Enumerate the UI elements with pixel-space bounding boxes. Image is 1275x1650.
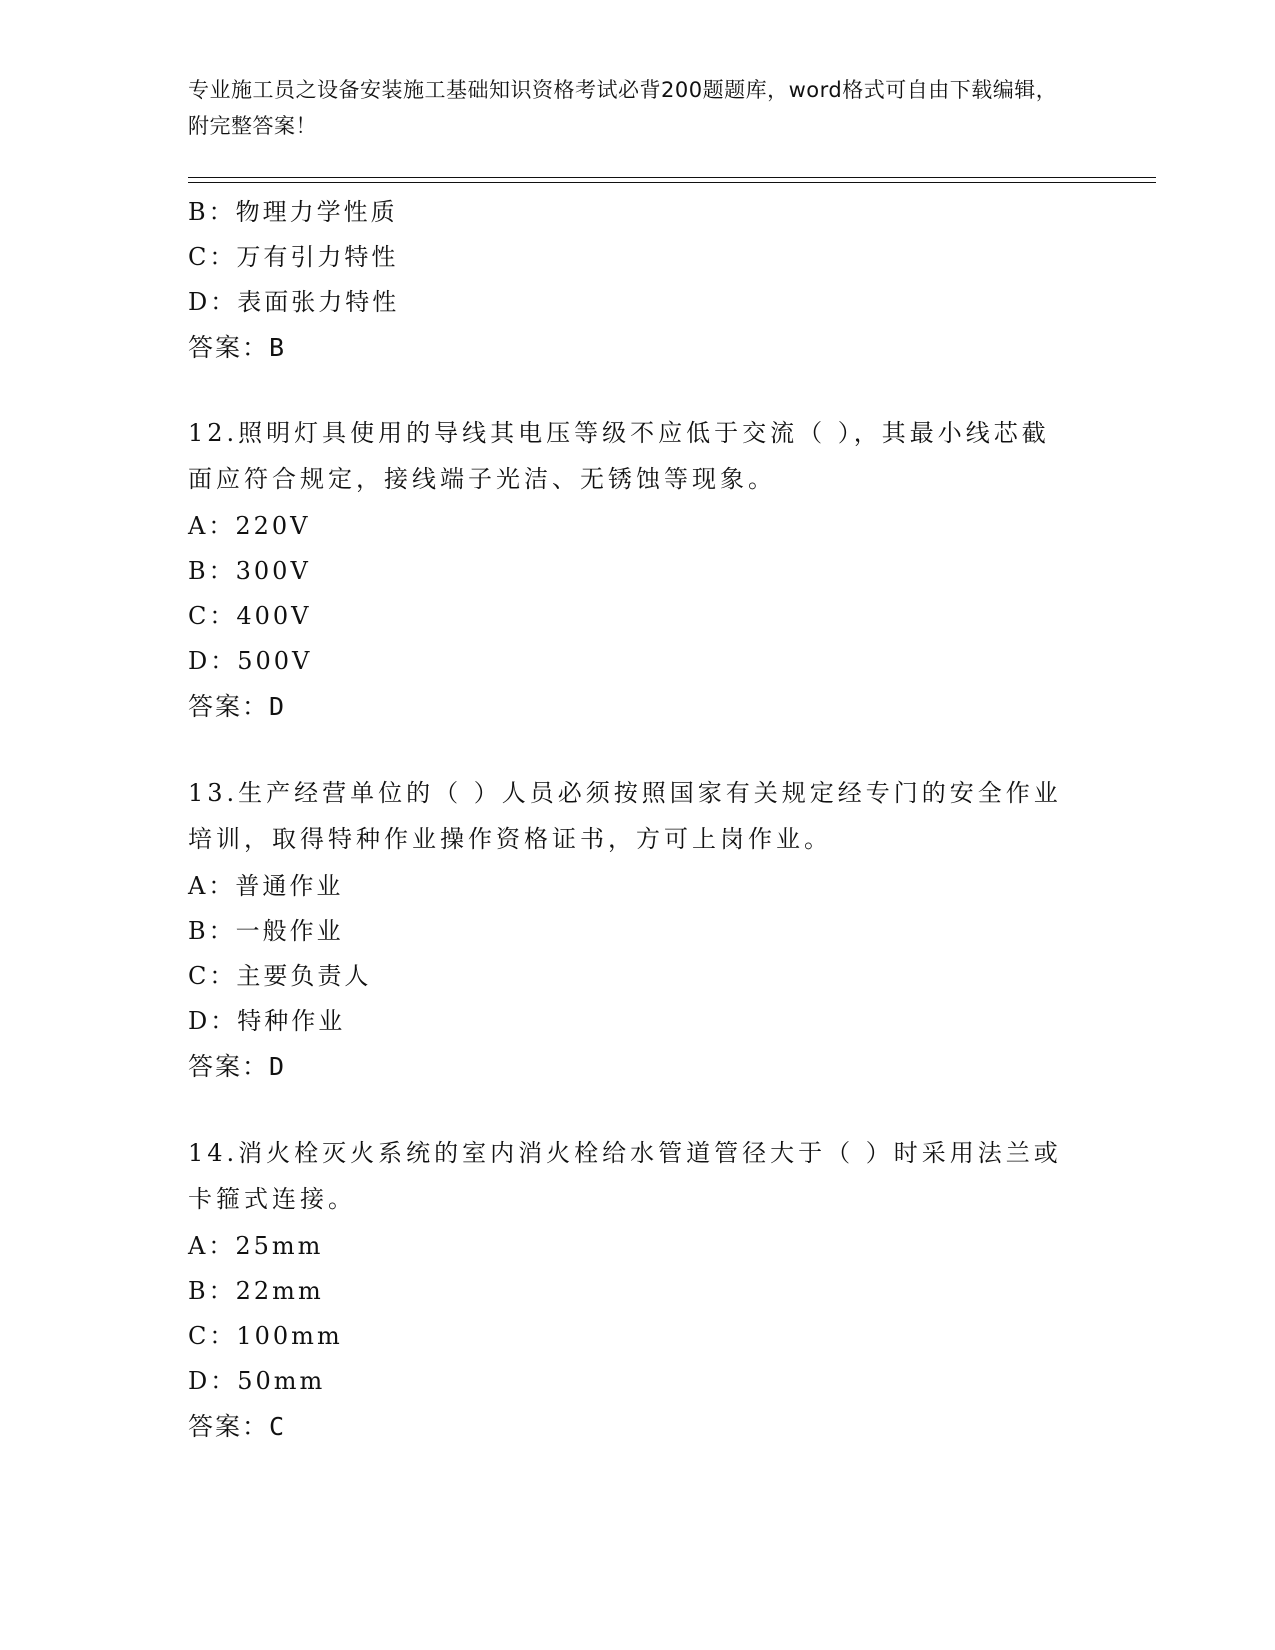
answer-line: 答案：B	[188, 333, 287, 362]
option-a: A：普通作业	[188, 872, 344, 900]
option-a: A：25mm	[188, 1232, 324, 1260]
option-c: C：100mm	[188, 1322, 343, 1350]
question-14-text: 14.消火栓灭火系统的室内消火栓给水管道管径大于（ ）时采用法兰或卡箍式连接。	[188, 1139, 1062, 1213]
option-c: C：万有引力特性	[188, 243, 399, 271]
option-d: D：50mm	[188, 1367, 326, 1395]
option-d: D：500V	[188, 647, 313, 675]
option-b: B：一般作业	[188, 917, 344, 945]
answer-line: 答案：C	[188, 1412, 287, 1441]
option-d: D：特种作业	[188, 1007, 346, 1035]
header-divider-bottom	[188, 182, 1156, 183]
answer-line: 答案：D	[188, 1052, 287, 1081]
option-b: B：22mm	[188, 1277, 324, 1305]
answer-line: 答案：D	[188, 692, 287, 721]
header-divider-top	[188, 177, 1156, 178]
document-header: 专业施工员之设备安装施工基础知识资格考试必背200题题库，word格式可自由下载编辑，附完整答案！	[188, 78, 1058, 138]
option-c: C：400V	[188, 602, 312, 630]
question-13-text: 13.生产经营单位的（ ）人员必须按照国家有关规定经专门的安全作业培训，取得特种作业操作资格证书，方可上岗作业。	[188, 779, 1062, 853]
question-12-text: 12.照明灯具使用的导线其电压等级不应低于交流（ ），其最小线芯截面应符合规定，接线端子光洁、无锈蚀等现象。	[188, 419, 1050, 493]
option-c: C：主要负责人	[188, 962, 372, 990]
option-b: B：物理力学性质	[188, 198, 398, 226]
option-d: D：表面张力特性	[188, 288, 400, 316]
option-b: B：300V	[188, 557, 311, 585]
option-a: A：220V	[188, 512, 311, 540]
